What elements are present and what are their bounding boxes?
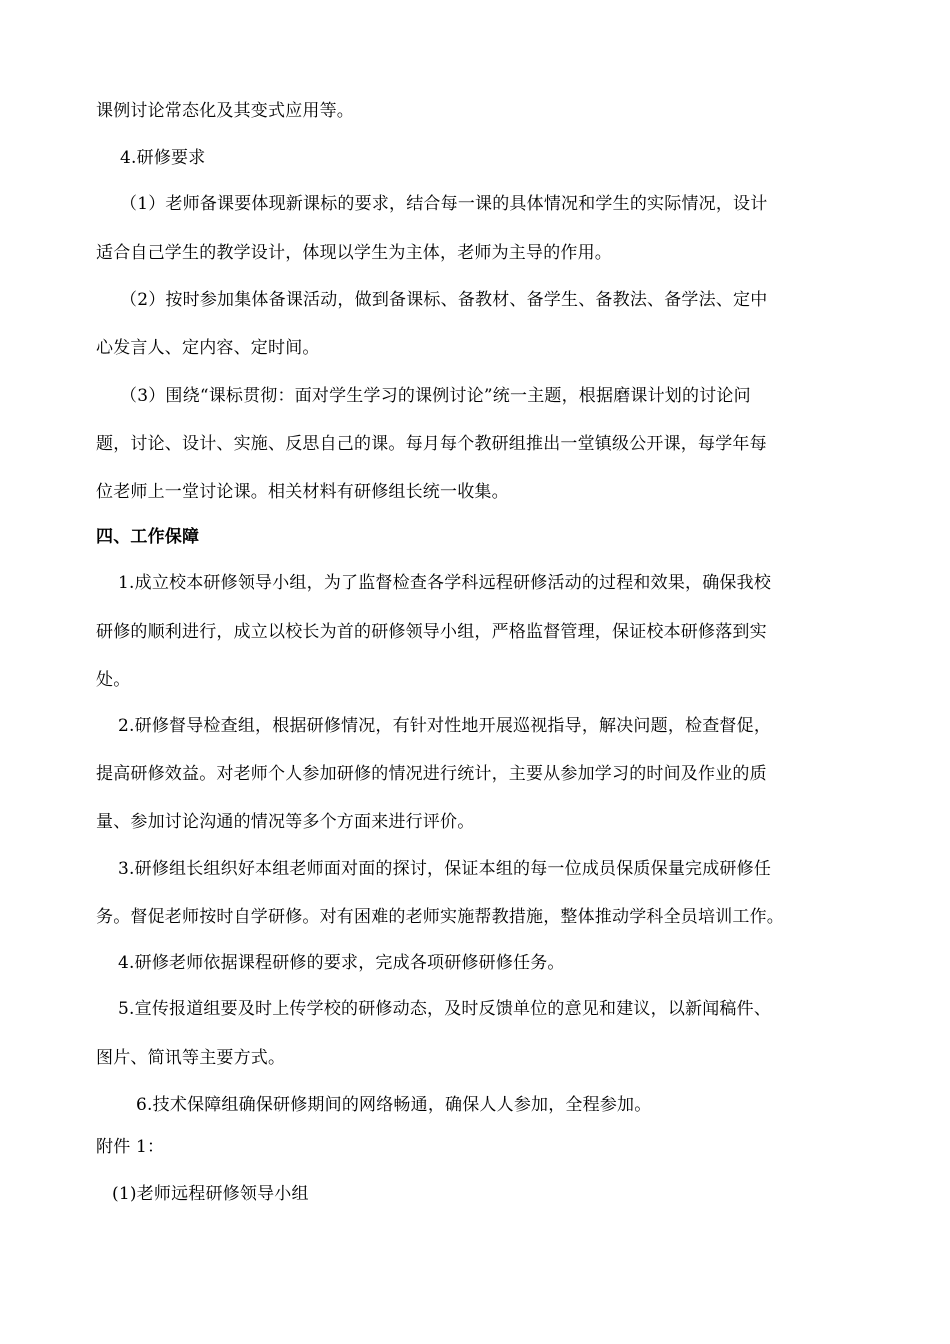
guarantee-4-line: 4.研修老师依据课程研修的要求，完成各项研修研修任务。	[118, 953, 565, 973]
paragraph-line-1: 课例讨论常态化及其变式应用等。	[96, 101, 354, 121]
guarantee-2-line-3: 量、参加讨论沟通的情况等多个方面来进行评价。	[96, 812, 475, 832]
guarantee-2-line-1: 2.研修督导检查组，根据研修情况，有针对性地开展巡视指导，解决问题，检查督促，	[118, 716, 772, 736]
guarantee-2-line-2: 提高研修效益。对老师个人参加研修的情况进行统计，主要从参加学习的时间及作业的质	[96, 764, 767, 784]
attachment-item-1: (1)老师远程研修领导小组	[112, 1184, 309, 1204]
guarantee-5-line-2: 图片、简讯等主要方式。	[96, 1048, 286, 1068]
guarantee-3-line-1: 3.研修组长组织好本组老师面对面的探讨，保证本组的每一位成员保质保量完成研修任	[118, 859, 772, 879]
requirement-2-line-2: 心发言人、定内容、定时间。	[96, 338, 320, 358]
section-heading-work-guarantee: 四、工作保障	[96, 527, 200, 547]
guarantee-1-line-2: 研修的顺利进行，成立以校长为首的研修领导小组，严格监督管理，保证校本研修落到实	[96, 622, 767, 642]
guarantee-5-line-1: 5.宣传报道组要及时上传学校的研修动态，及时反馈单位的意见和建议，以新闻稿件、	[118, 999, 772, 1019]
guarantee-3-line-2: 务。督促老师按时自学研修。对有困难的老师实施帮教措施，整体推动学科全员培训工作。	[96, 907, 784, 927]
attachment-label: 附件 1：	[96, 1137, 165, 1157]
guarantee-1-line-3: 处。	[96, 670, 131, 690]
requirement-2-line-1: （2）按时参加集体备课活动，做到备课标、备教材、备学生、备教法、备学法、定中	[120, 290, 768, 310]
requirement-3-line-2: 题，讨论、设计、实施、反思自己的课。每月每个教研组推出一堂镇级公开课，每学年每	[96, 434, 767, 454]
requirement-1-line-2: 适合自己学生的教学设计，体现以学生为主体，老师为主导的作用。	[96, 243, 612, 263]
section-heading-research-requirements: 4.研修要求	[120, 148, 206, 168]
guarantee-6-line: 6.技术保障组确保研修期间的网络畅通，确保人人参加，全程参加。	[136, 1095, 652, 1115]
requirement-1-line-1: （1）老师备课要体现新课标的要求，结合每一课的具体情况和学生的实际情况，设计	[120, 194, 768, 214]
requirement-3-line-3: 位老师上一堂讨论课。相关材料有研修组长统一收集。	[96, 482, 509, 502]
guarantee-1-line-1: 1.成立校本研修领导小组，为了监督检查各学科远程研修活动的过程和效果，确保我校	[118, 573, 772, 593]
requirement-3-line-1: （3）围绕“课标贯彻：面对学生学习的课例讨论”统一主题，根据磨课计划的讨论问	[120, 386, 751, 406]
